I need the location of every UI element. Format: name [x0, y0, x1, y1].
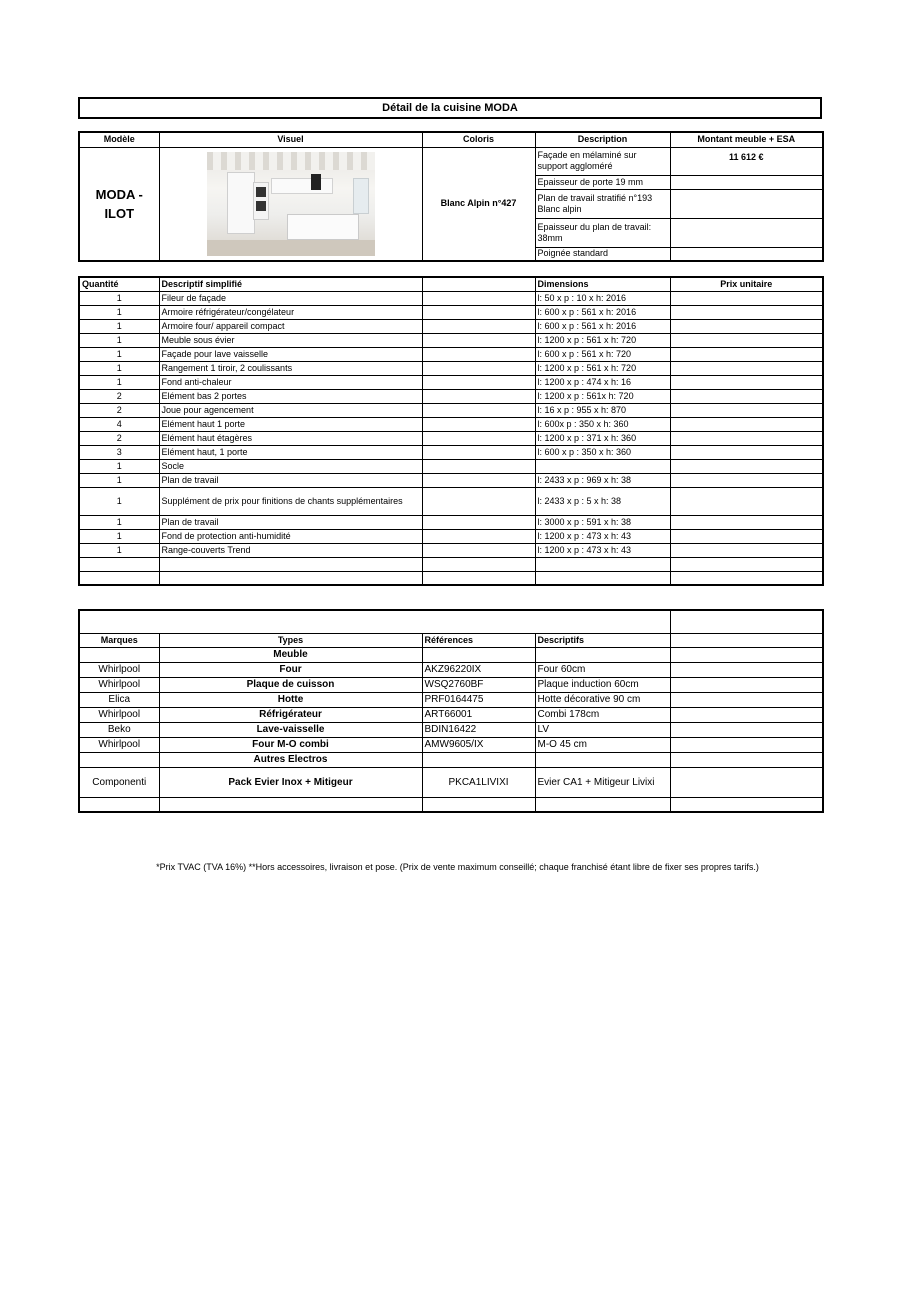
prix-cell [670, 333, 823, 347]
prix-cell [670, 557, 823, 571]
prix-cell [670, 403, 823, 417]
empty-cell [422, 515, 535, 529]
descriptif-cell: Plan de travail [159, 515, 422, 529]
type-cell: Plaque de cuisson [159, 677, 422, 692]
dimensions-cell [535, 571, 670, 585]
empty-cell [670, 692, 823, 707]
header-visuel: Visuel [159, 132, 422, 147]
descriptif-cell: Elément haut 1 porte [159, 417, 422, 431]
empty-cell [422, 557, 535, 571]
section-autres-electros: Autres Electros [159, 752, 422, 767]
brand-cell: Whirlpool [79, 737, 159, 752]
prix-cell [670, 319, 823, 333]
dimensions-cell: l: 600 x p : 561 x h: 2016 [535, 305, 670, 319]
model-table [78, 131, 824, 262]
descriptif-cell: LV [535, 722, 670, 737]
table-row [79, 333, 823, 347]
prix-cell [670, 473, 823, 487]
description-line: Poignée standard [535, 247, 670, 261]
title-box [78, 97, 822, 119]
quantity-cell: 1 [79, 515, 159, 529]
table-row [79, 431, 823, 445]
descriptif-cell [159, 571, 422, 585]
descriptif-cell: Combi 178cm [535, 707, 670, 722]
table-row [79, 389, 823, 403]
quantity-cell: 2 [79, 431, 159, 445]
empty-cell [422, 319, 535, 333]
prix-cell [670, 543, 823, 557]
table-row [79, 417, 823, 431]
descriptif-cell: Elément bas 2 portes [159, 389, 422, 403]
dimensions-cell: l: 600 x p : 350 x h: 360 [535, 445, 670, 459]
empty-cell [422, 347, 535, 361]
descriptif-cell: M-O 45 cm [535, 737, 670, 752]
quantity-cell: 1 [79, 487, 159, 515]
type-cell: Pack Evier Inox + Mitigeur [159, 767, 422, 797]
header-quantite: Quantité [79, 277, 159, 291]
dimensions-cell: l: 2433 x p : 5 x h: 38 [535, 487, 670, 515]
brand-cell: Componenti [79, 767, 159, 797]
reference-cell: AKZ96220IX [422, 662, 535, 677]
empty-cell [422, 473, 535, 487]
quantity-cell: 1 [79, 529, 159, 543]
header-empty [422, 277, 535, 291]
section-meuble: Meuble [159, 647, 422, 662]
table-row [79, 515, 823, 529]
table-row [79, 677, 823, 692]
table-row [79, 557, 823, 571]
table-row [79, 722, 823, 737]
empty-cell [670, 737, 823, 752]
prix-cell [670, 305, 823, 319]
quantity-cell: 1 [79, 319, 159, 333]
prix-cell [670, 529, 823, 543]
prix-cell [670, 361, 823, 375]
descriptif-cell: Plaque induction 60cm [535, 677, 670, 692]
reference-cell: WSQ2760BF [422, 677, 535, 692]
dimensions-cell: l: 1200 x p : 473 x h: 43 [535, 529, 670, 543]
empty-cell [422, 417, 535, 431]
descriptif-cell: Fond de protection anti-humidité [159, 529, 422, 543]
descriptif-cell: Elément haut étagères [159, 431, 422, 445]
empty-cell [422, 529, 535, 543]
model-name: MODA - ILOT [79, 147, 159, 261]
quantity-cell: 3 [79, 445, 159, 459]
empty-cell [422, 305, 535, 319]
reference-cell: PKCA1LIVIXI [422, 767, 535, 797]
reference-cell: ART66001 [422, 707, 535, 722]
description-line: Epaisseur du plan de travail: 38mm [535, 218, 670, 247]
dimensions-cell: l: 1200 x p : 371 x h: 360 [535, 431, 670, 445]
header-marques: Marques [79, 633, 159, 647]
empty-cell [670, 677, 823, 692]
empty-cell [422, 403, 535, 417]
descriptif-cell: Range-couverts Trend [159, 543, 422, 557]
descriptif-cell: Rangement 1 tiroir, 2 coulissants [159, 361, 422, 375]
descriptif-cell: Socle [159, 459, 422, 473]
empty-cell [422, 543, 535, 557]
empty-cell [422, 333, 535, 347]
quantity-cell: 1 [79, 473, 159, 487]
quantity-cell: 2 [79, 403, 159, 417]
descriptif-cell: Façade pour lave vaisselle [159, 347, 422, 361]
header-types: Types [159, 633, 422, 647]
header-descriptifs: Descriptifs [535, 633, 670, 647]
descriptif-cell: Meuble sous évier [159, 333, 422, 347]
header-prix-unitaire: Prix unitaire [670, 277, 823, 291]
table-row [79, 403, 823, 417]
quantity-cell: 1 [79, 333, 159, 347]
quantity-cell: 1 [79, 291, 159, 305]
descriptif-cell: Elément haut, 1 porte [159, 445, 422, 459]
quantity-cell: 1 [79, 459, 159, 473]
brand-cell: Elica [79, 692, 159, 707]
dimensions-cell: l: 1200 x p : 561 x h: 720 [535, 361, 670, 375]
type-cell: Réfrigérateur [159, 707, 422, 722]
quantity-cell [79, 571, 159, 585]
descriptif-cell: Evier CA1 + Mitigeur Livixi [535, 767, 670, 797]
brand-cell: Whirlpool [79, 707, 159, 722]
kitchen-photo [207, 152, 375, 256]
brand-cell: Beko [79, 722, 159, 737]
table-row [79, 375, 823, 389]
descriptif-cell: Joue pour agencement [159, 403, 422, 417]
header-descriptif: Descriptif simplifié [159, 277, 422, 291]
prix-cell [670, 445, 823, 459]
descriptif-cell: Fileur de façade [159, 291, 422, 305]
reference-cell: BDIN16422 [422, 722, 535, 737]
items-body [79, 291, 823, 585]
table-row [79, 737, 823, 752]
prix-cell [670, 571, 823, 585]
empty-cell [422, 389, 535, 403]
type-cell: Hotte [159, 692, 422, 707]
dimensions-cell: l: 600x p : 350 x h: 360 [535, 417, 670, 431]
brand-cell: Whirlpool [79, 662, 159, 677]
kitchen-photo-cell [159, 147, 422, 261]
table-row [79, 361, 823, 375]
type-cell: Four [159, 662, 422, 677]
descriptif-cell: Armoire réfrigérateur/congélateur [159, 305, 422, 319]
prix-cell [670, 431, 823, 445]
empty-cell [422, 571, 535, 585]
dimensions-cell: l: 1200 x p : 561x h: 720 [535, 389, 670, 403]
empty-cell [670, 722, 823, 737]
dimensions-cell: l: 50 x p : 10 x h: 2016 [535, 291, 670, 305]
price-value: 11 612 € [670, 147, 823, 175]
table-row [79, 445, 823, 459]
items-table [78, 276, 824, 586]
description-line: Epaisseur de porte 19 mm [535, 175, 670, 189]
dimensions-cell: l: 16 x p : 955 x h: 870 [535, 403, 670, 417]
table-row [79, 529, 823, 543]
quantity-cell: 1 [79, 361, 159, 375]
table-row [79, 459, 823, 473]
footnote: *Prix TVAC (TVA 16%) **Hors accessoires, livraison et pose. (Prix de vente maximum conseillé; chaque franchisé étant libre de fixer ses propres tarifs.) [156, 862, 759, 872]
dimensions-cell [535, 459, 670, 473]
empty-cell [422, 459, 535, 473]
quantity-cell: 2 [79, 389, 159, 403]
prix-cell [670, 515, 823, 529]
table-row [79, 662, 823, 677]
descriptif-cell: Four 60cm [535, 662, 670, 677]
description-line: Plan de travail stratifié n°193 Blanc alpin [535, 189, 670, 218]
empty-cell [422, 291, 535, 305]
header-references: Références [422, 633, 535, 647]
dimensions-cell [535, 557, 670, 571]
empty-cell [422, 375, 535, 389]
header-montant: Montant meuble + ESA [670, 132, 823, 147]
table-row [79, 305, 823, 319]
prix-cell [670, 347, 823, 361]
dimensions-cell: l: 1200 x p : 474 x h: 16 [535, 375, 670, 389]
table-row [79, 291, 823, 305]
empty-cell [422, 445, 535, 459]
quantity-cell: 1 [79, 305, 159, 319]
descriptif-cell [159, 557, 422, 571]
description-line: Façade en mélaminé sur support aggloméré [535, 147, 670, 175]
quantity-cell: 4 [79, 417, 159, 431]
brands-table [78, 609, 824, 813]
quantity-cell: 1 [79, 347, 159, 361]
quantity-cell: 1 [79, 543, 159, 557]
dimensions-cell: l: 1200 x p : 473 x h: 43 [535, 543, 670, 557]
type-cell: Lave-vaisselle [159, 722, 422, 737]
brands-body [79, 662, 823, 752]
descriptif-cell: Armoire four/ appareil compact [159, 319, 422, 333]
table-row [79, 707, 823, 722]
table-row [79, 571, 823, 585]
descriptif-cell: Plan de travail [159, 473, 422, 487]
page-title: Détail de la cuisine MODA [79, 98, 821, 118]
header-modele: Modèle [79, 132, 159, 147]
dimensions-cell: l: 1200 x p : 561 x h: 720 [535, 333, 670, 347]
prix-cell [670, 375, 823, 389]
empty-cell [422, 431, 535, 445]
prix-cell [670, 487, 823, 515]
dimensions-cell: l: 2433 x p : 969 x h: 38 [535, 473, 670, 487]
dimensions-cell: l: 600 x p : 561 x h: 2016 [535, 319, 670, 333]
empty-cell [670, 662, 823, 677]
reference-cell: PRF0164475 [422, 692, 535, 707]
quantity-cell [79, 557, 159, 571]
table-row [79, 543, 823, 557]
table-row [79, 487, 823, 515]
coloris-value: Blanc Alpin n°427 [422, 147, 535, 261]
empty-cell [422, 487, 535, 515]
table-row [79, 347, 823, 361]
descriptif-cell: Hotte décorative 90 cm [535, 692, 670, 707]
prix-cell [670, 417, 823, 431]
header-description: Description [535, 132, 670, 147]
prix-cell [670, 291, 823, 305]
table-row [79, 473, 823, 487]
prix-cell [670, 389, 823, 403]
quantity-cell: 1 [79, 375, 159, 389]
empty-cell [670, 707, 823, 722]
header-dimensions: Dimensions [535, 277, 670, 291]
type-cell: Four M-O combi [159, 737, 422, 752]
header-coloris: Coloris [422, 132, 535, 147]
descriptif-cell: Supplément de prix pour finitions de chants supplémentaires [159, 487, 422, 515]
table-row [79, 319, 823, 333]
table-row [79, 692, 823, 707]
prix-cell [670, 459, 823, 473]
dimensions-cell: l: 3000 x p : 591 x h: 38 [535, 515, 670, 529]
descriptif-cell: Fond anti-chaleur [159, 375, 422, 389]
dimensions-cell: l: 600 x p : 561 x h: 720 [535, 347, 670, 361]
empty-cell [422, 361, 535, 375]
reference-cell: AMW9605/IX [422, 737, 535, 752]
brand-cell: Whirlpool [79, 677, 159, 692]
